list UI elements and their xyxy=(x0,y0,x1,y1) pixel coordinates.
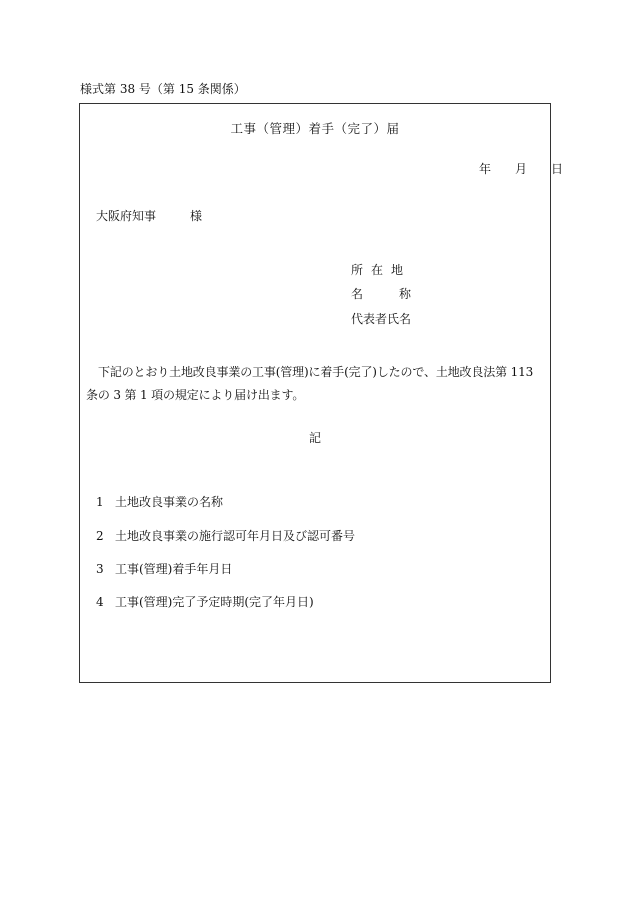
item-number: 3 xyxy=(96,562,104,576)
item-number: 1 xyxy=(96,495,104,509)
ki-heading: 記 xyxy=(308,431,321,445)
body-paragraph: 下記のとおり土地改良事業の工事(管理)に着手(完了)したので、土地改良法第 113 条の 3 第 1 項の規定により届け出ます。 xyxy=(86,365,534,402)
item-number: 4 xyxy=(96,595,104,609)
item-text: 土地改良事業の名称 xyxy=(115,495,224,509)
list-item xyxy=(96,563,232,575)
date-month-label: 月 xyxy=(515,162,528,176)
list-item xyxy=(96,596,314,608)
item-text: 工事(管理)完了予定時期(完了年月日) xyxy=(115,595,314,609)
date-day-label: 日 xyxy=(551,162,564,176)
applicant-address-label: 所在地 xyxy=(351,263,412,277)
form-box xyxy=(79,103,564,683)
date-line xyxy=(455,163,563,175)
addressee xyxy=(96,210,202,222)
list-item xyxy=(96,530,355,542)
addressee-honorific: 様 xyxy=(190,209,203,223)
applicant-representative-label: 代表者氏名 xyxy=(351,312,412,326)
applicant-name-label: 名称 xyxy=(351,287,448,301)
document-title: 工事（管理）着手（完了）届 xyxy=(230,121,400,136)
form-number: 様式第 38 号（第 15 条関係） xyxy=(80,82,246,96)
item-text: 土地改良事業の施行認可年月日及び認可番号 xyxy=(115,529,356,543)
date-year-label: 年 xyxy=(479,162,492,176)
item-number: 2 xyxy=(96,529,104,543)
addressee-name: 大阪府知事 xyxy=(96,209,157,223)
list-item xyxy=(96,496,223,508)
item-text: 工事(管理)着手年月日 xyxy=(115,562,233,576)
